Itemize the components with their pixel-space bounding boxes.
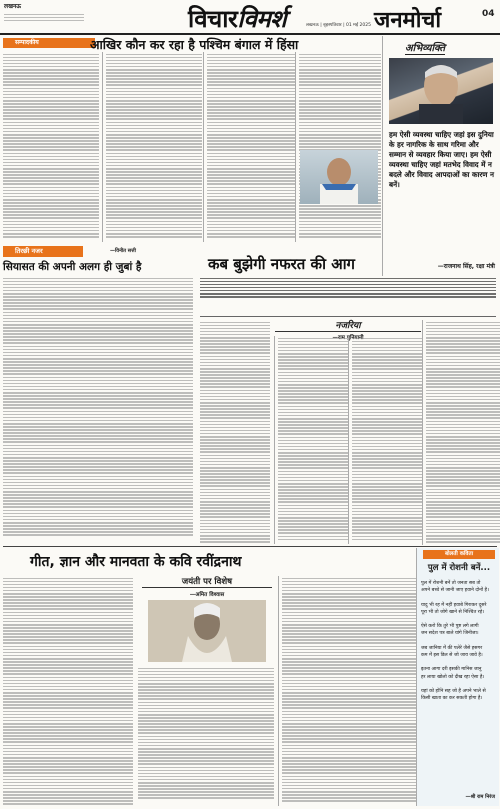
kavita-line bbox=[421, 681, 497, 688]
editorial-section-label: सम्पादकीय bbox=[3, 38, 95, 48]
kavita-line bbox=[421, 659, 497, 666]
brand-title bbox=[188, 2, 286, 35]
kavita-line bbox=[421, 594, 497, 601]
jayanti-label: जयंती पर विशेष bbox=[142, 576, 272, 588]
editorial-column-4 bbox=[295, 52, 381, 242]
portrait-silhouette bbox=[389, 58, 493, 124]
tirchhi-nazar-headline: सियासत की अपनी अलग ही जुबां है bbox=[3, 261, 142, 273]
kavita-label: बोलती कविता bbox=[423, 550, 495, 559]
kavita-lines bbox=[421, 580, 497, 702]
kavita-line bbox=[421, 616, 497, 623]
kavita-line: जब जानिया में की पलेरे जैसे हसगर bbox=[421, 645, 483, 651]
editorial-column-2 bbox=[102, 52, 202, 242]
kavita-line: यादु भी रह में नहीं हवाबे गिराकर दूसरे bbox=[421, 602, 487, 608]
kavita-poet: —श्री राम निरंज bbox=[465, 794, 495, 800]
masthead-rule bbox=[0, 33, 500, 35]
kavita-line: पूरा भी तो जोगे खाने से निश्चित रहे। bbox=[421, 609, 485, 615]
brand-left: विचार bbox=[188, 5, 238, 33]
kavita-line: हर लाया खोलो को दीख रहा ऐसा है। bbox=[421, 674, 485, 680]
main-article-col-1 bbox=[200, 320, 270, 545]
geet-col-1 bbox=[3, 576, 133, 806]
tirchhi-nazar-byline: —विनीत सत्ती bbox=[110, 248, 136, 254]
masthead bbox=[0, 0, 500, 34]
geet-col-3 bbox=[278, 576, 416, 806]
kavita-line: अपने बच्चे से जानी जाए हवाने दोनों है। bbox=[421, 588, 489, 594]
editorial-column-1 bbox=[3, 52, 99, 242]
tirchhi-nazar-label: तिरछी नजर bbox=[3, 246, 83, 257]
mamata-photo bbox=[300, 150, 378, 204]
editorial-headline: आखिर कौन कर रहा है पश्चिम बंगाल में हिंसा bbox=[90, 37, 299, 52]
abhivyakti-box bbox=[382, 36, 499, 276]
masthead-left-meta bbox=[4, 12, 84, 28]
page-number: 04 bbox=[482, 9, 495, 19]
date-line: लखनऊ | बृहस्पतिवार | 01 मई 2025 bbox=[306, 23, 371, 28]
jayanti-author: —अमित विश्वास bbox=[189, 592, 225, 598]
kavita-line: इतना आगा दरी इसकी मानिस जानु bbox=[421, 667, 482, 673]
abhivyakti-attribution: —राजनाथ सिंह, रक्षा मंत्री bbox=[437, 263, 495, 270]
tirchhi-nazar-body bbox=[3, 276, 193, 538]
kavita-box bbox=[416, 548, 499, 806]
nazariya-label: नजरिया bbox=[275, 318, 421, 332]
main-article-col-4 bbox=[422, 320, 500, 545]
kavita-line: ऐसे करो कि तुरे भी पुष्ट लगे लागी bbox=[421, 624, 479, 630]
abhivyakti-label: अभिव्यक्ति bbox=[405, 40, 445, 55]
main-article-headline: कब बुझेगी नफरत की आग bbox=[208, 255, 355, 273]
brand-right: विमर्श bbox=[237, 5, 287, 33]
main-article-intro bbox=[200, 276, 496, 317]
kavita-line: किसी खाता का कर सकती होगा है। bbox=[421, 696, 483, 702]
geet-col-2 bbox=[138, 666, 274, 806]
kavita-title: पुल में रोशनी बनें... bbox=[427, 563, 491, 573]
paper-name: जनमोर्चा bbox=[374, 8, 442, 33]
kavita-line: जन सदेश पत्र बाले यांगे जिनीजा। bbox=[421, 631, 479, 637]
city-tag: लखनऊ bbox=[4, 3, 22, 10]
rajnath-photo bbox=[389, 58, 493, 124]
main-article-col-2 bbox=[274, 336, 348, 544]
bottom-rule bbox=[3, 546, 497, 547]
kavita-line: पुल में रोशनी बनें तो जनता सब तो bbox=[421, 581, 481, 586]
abhivyakti-quote: हम ऐसी व्यवस्था चाहिए जहां इस दुनिया के हर नागरिक के साथ गरिमा और सम्मान से व्यवहार किया जाए। हम ऐसी व्यवस्था चाहिए जहां मतभेद विवाद में न बदले और विवाद आपदाओं का कारण न बनें। bbox=[389, 130, 494, 189]
kavita-line bbox=[421, 638, 497, 645]
tagore-photo bbox=[148, 600, 266, 662]
kavita-line: यहां को होनि सह जो है अपने भाले से bbox=[421, 688, 486, 694]
main-article-col-3 bbox=[348, 336, 422, 544]
editorial-column-3 bbox=[203, 52, 295, 242]
geet-headline: गीत, ज्ञान और मानवता के कवि रवींद्रनाथ bbox=[30, 554, 242, 570]
kavita-line: कम में इस डिल से जो जाय जावे है। bbox=[421, 652, 483, 658]
